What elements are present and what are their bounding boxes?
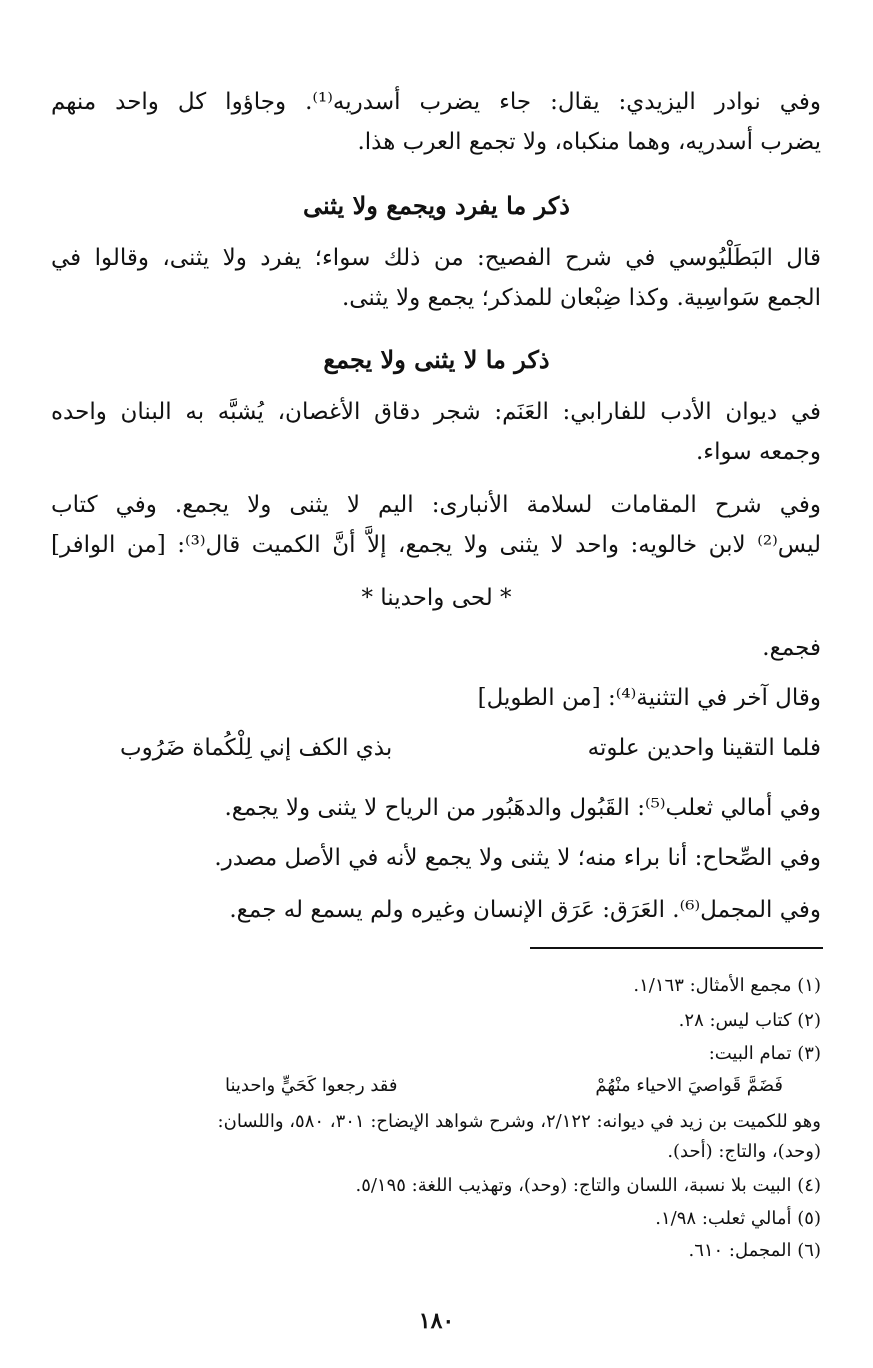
footnote-3-source: (وحد)، والتاج: (أحد). xyxy=(667,1141,821,1162)
verse-second-hemistich: بذي الكف إني لِلْكُماة ضَرُوب xyxy=(120,735,393,761)
paragraph-line: وفي شرح المقامات لسلامة الأنبارى: اليم لا يثنى ولا يجمع. وفي كتاب xyxy=(51,492,821,518)
footnote-5: (٥) أمالي ثعلب: ١/٩٨. xyxy=(655,1208,821,1229)
footnote-2: (٢) كتاب ليس: ٢٨. xyxy=(678,1010,821,1031)
paragraph-line: يضرب أسدريه، وهما منكباه، ولا تجمع العرب هذا. xyxy=(357,129,821,155)
paragraph-line: الجمع سَواسِية. وكذا ضِبْعان للمذكر؛ يجمع ولا يثنى. xyxy=(341,285,821,311)
footnote-3-verse-first: فَضَمَّ قَواصيَ الاحياء منْهُمْ xyxy=(595,1075,783,1096)
paragraph-line: وجمعه سواء. xyxy=(695,439,821,465)
paragraph-line: وقال آخر في التثنية⁽⁴⁾: [من الطويل] xyxy=(477,685,821,711)
paragraph-line: وفي أمالي ثعلب⁽⁵⁾: القَبُول والدهَبُور من الرياح لا يثنى ولا يجمع. xyxy=(224,795,821,821)
verse-fragment: * لحى واحدينا * xyxy=(361,585,512,611)
paragraph-line: وفي المجمل⁽⁶⁾. العَرَق: عَرَق الإنسان وغيره ولم يسمع له جمع. xyxy=(229,897,821,923)
paragraph-line: ليس⁽²⁾ لابن خالويه: واحد لا يثنى ولا يجمع، إلاَّ أنَّ الكميت قال⁽³⁾: [من الوافر] xyxy=(51,532,822,558)
footnote-4: (٤) البيت بلا نسبة، اللسان والتاج: (وحد)، وتهذيب اللغة: ٥/١٩٥. xyxy=(355,1175,821,1196)
paragraph-line: وفي نوادر اليزيدي: يقال: جاء يضرب أسدريه⁽¹⁾. وجاؤوا كل واحد منهم xyxy=(51,89,822,115)
paragraph-line: قال البَطَلْيُوسي في شرح الفصيح: من ذلك سواء؛ يفرد ولا يثنى، وقالوا في xyxy=(51,245,821,271)
footnote-3-source: وهو للكميت بن زيد في ديوانه: ٢/١٢٢، وشرح شواهد الإيضاح: ٣٠١، ٥٨٠، واللسان: xyxy=(217,1111,821,1132)
footnote-3-verse-second: فقد رجعوا كَحَيٍّ واحدينا xyxy=(225,1075,398,1096)
page-number: ١٨٠ xyxy=(418,1308,455,1334)
paragraph-line: فجمع. xyxy=(762,635,821,661)
footnote-1: (١) مجمع الأمثال: ١/١٦٣. xyxy=(633,975,821,996)
footnote-6: (٦) المجمل: ٦١٠. xyxy=(688,1240,821,1261)
paragraph-line: في ديوان الأدب للفارابي: العَنَم: شجر دقاق الأغصان، يُشبَّه به البنان واحده xyxy=(51,399,821,425)
footnote-separator xyxy=(530,947,823,949)
verse-first-hemistich: فلما التقينا واحدين علوته xyxy=(587,735,821,761)
section-heading: ذكر ما لا يثنى ولا يجمع xyxy=(323,345,550,374)
section-heading: ذكر ما يفرد ويجمع ولا يثنى xyxy=(303,191,570,220)
paragraph-line: وفي الصِّحاح: أنا براء منه؛ لا يثنى ولا يجمع لأنه في الأصل مصدر. xyxy=(214,845,821,871)
footnote-3: (٣) تمام البيت: xyxy=(708,1043,821,1064)
